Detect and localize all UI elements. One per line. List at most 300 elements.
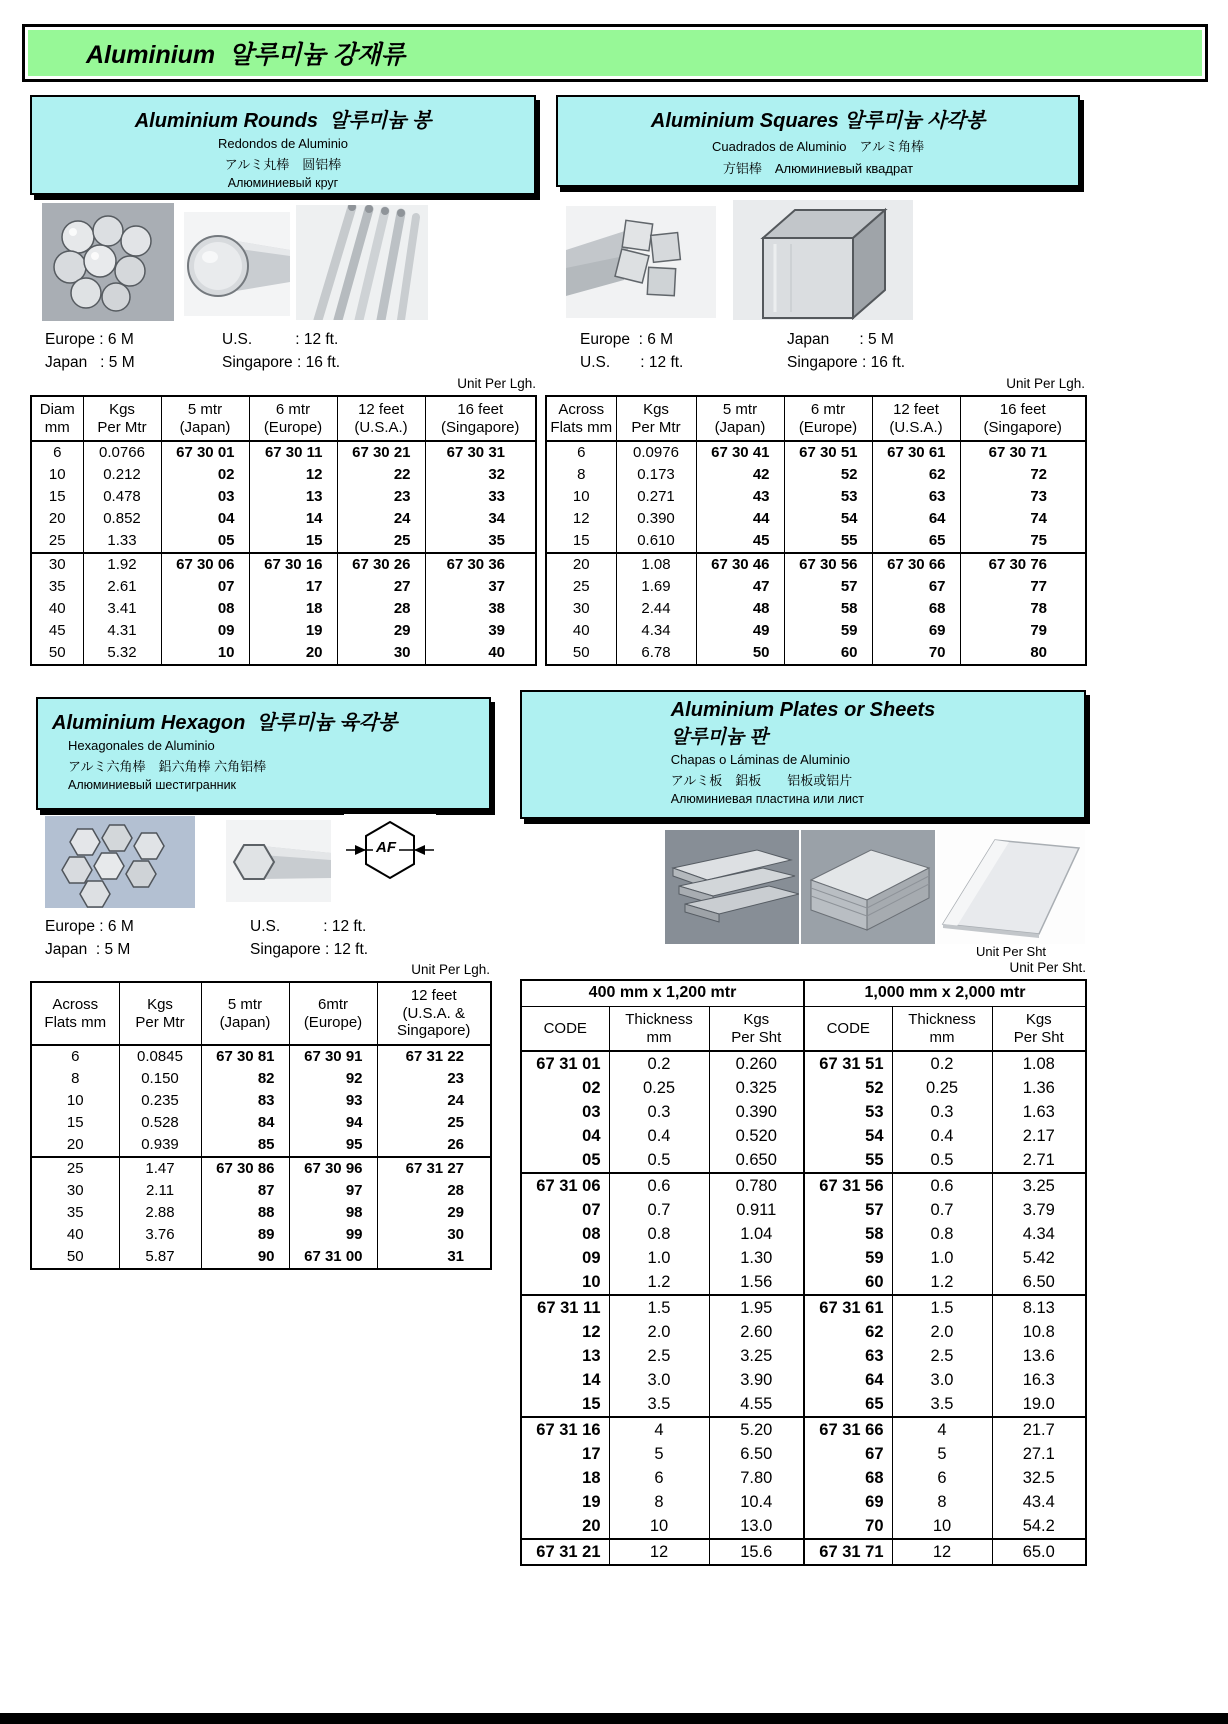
data-table — [545, 395, 1087, 666]
table-cell: 7.80 — [709, 1466, 804, 1490]
table-row — [31, 486, 536, 508]
table-cell: 83 — [201, 1090, 289, 1112]
table-cell: 67 30 41 — [696, 441, 784, 464]
table-cell: 82 — [201, 1068, 289, 1090]
table-row — [31, 576, 536, 598]
table-cell: 54.2 — [992, 1514, 1086, 1539]
table-cell: 30 — [572, 600, 590, 618]
plates-subtitle-spanish: Chapas o Láminas de Aluminio — [670, 752, 850, 767]
table-cell: 53 — [804, 1100, 892, 1124]
table-cell: 67 30 51 — [784, 441, 872, 464]
hexagon-bar-photo — [226, 820, 331, 902]
page-header — [22, 24, 1208, 82]
table-cell: 6.50 — [992, 1270, 1086, 1295]
table-row — [31, 530, 536, 553]
table-cell: 67 30 11 — [249, 441, 337, 464]
table-cell: 3.25 — [709, 1344, 804, 1368]
table-cell: 0.610 — [616, 530, 696, 553]
table-cell: 94 — [289, 1112, 377, 1134]
table-cell: 2.5 — [609, 1344, 709, 1368]
table-cell: 52 — [804, 1076, 892, 1100]
table-cell: 1.0 — [892, 1246, 992, 1270]
plates-header-text — [671, 699, 936, 806]
table-cell: 17 — [249, 576, 337, 598]
table-cell: 78 — [960, 598, 1086, 620]
table-cell: 0.520 — [709, 1124, 804, 1148]
table-cell: 0.4 — [609, 1124, 709, 1148]
table-cell: 1.63 — [992, 1100, 1086, 1124]
table-cell: 03 — [161, 486, 249, 508]
plates-sheet-photo — [937, 830, 1085, 944]
table-row — [521, 1100, 1086, 1124]
data-table — [30, 981, 492, 1270]
table-cell: 10 — [66, 1092, 84, 1110]
table-cell: 35 — [66, 1204, 84, 1222]
table-cell: 15.6 — [709, 1539, 804, 1565]
page-header-green-bar — [28, 30, 1202, 76]
plates-photo-unit-note: Unit Per Sht — [975, 944, 1047, 959]
table-cell: 0.25 — [609, 1076, 709, 1100]
table-cell: 32.5 — [992, 1466, 1086, 1490]
rounds-unit-note: Unit Per Lgh. — [457, 376, 536, 391]
table-column-header: 5 mtr (Japan) — [696, 396, 784, 441]
table-row — [31, 1045, 491, 1068]
table-cell: 1.2 — [892, 1270, 992, 1295]
table-cell: 68 — [872, 598, 960, 620]
table-cell: 6 — [892, 1466, 992, 1490]
table-cell: 3.5 — [892, 1392, 992, 1417]
table-cell: 1.08 — [992, 1051, 1086, 1076]
table-cell: 20 — [546, 553, 616, 576]
table-row — [546, 576, 1086, 598]
length-singapore: Singapore : 16 ft. — [222, 354, 341, 371]
table-cell: 18 — [582, 1469, 601, 1488]
table-column-header: 12 feet (U.S.A. & Singapore) — [377, 982, 491, 1045]
table-cell: 47 — [696, 576, 784, 598]
table-cell: 2.71 — [992, 1148, 1086, 1173]
table-cell: 43.4 — [992, 1490, 1086, 1514]
table-cell: 05 — [582, 1151, 601, 1170]
table-row — [521, 1173, 1086, 1198]
table-cell: 4.34 — [616, 620, 696, 642]
table-cell: 1.5 — [609, 1295, 709, 1320]
table-cell: 1.47 — [119, 1157, 201, 1180]
rounds-subtitle-russian: Алюминиевый круг — [227, 176, 339, 190]
table-cell: 55 — [804, 1148, 892, 1173]
table-cell: 09 — [161, 620, 249, 642]
table-column-header: 6 mtr (Europe) — [784, 396, 872, 441]
rounds-single-bar-photo — [184, 212, 290, 316]
table-cell: 0.852 — [83, 508, 161, 530]
table-cell: 0.271 — [616, 486, 696, 508]
table-row — [521, 1320, 1086, 1344]
table-cell: 48 — [696, 598, 784, 620]
table-cell: 38 — [425, 598, 536, 620]
table-cell: 40 — [66, 1226, 84, 1244]
table-cell: 20 — [66, 1136, 84, 1154]
table-row — [31, 1202, 491, 1224]
table-cell: 12 — [892, 1539, 992, 1565]
table-cell: 0.3 — [609, 1100, 709, 1124]
table-cell: 50 — [696, 642, 784, 665]
table-row — [31, 553, 536, 576]
table-row — [521, 1222, 1086, 1246]
table-cell: 4.31 — [83, 620, 161, 642]
table-cell: 21.7 — [992, 1417, 1086, 1442]
table-column-header: CODE — [804, 1006, 892, 1051]
table-cell: 15 — [48, 488, 66, 506]
table-cell: 13.0 — [709, 1514, 804, 1539]
table-cell: 0.939 — [119, 1134, 201, 1157]
table-row — [31, 620, 536, 642]
table-cell: 67 31 66 — [804, 1417, 892, 1442]
table-row — [521, 1344, 1086, 1368]
table-cell: 60 — [804, 1270, 892, 1295]
table-cell: 87 — [201, 1180, 289, 1202]
table-cell: 39 — [425, 620, 536, 642]
table-cell: 0.3 — [892, 1100, 992, 1124]
table-cell: 67 30 81 — [201, 1045, 289, 1068]
table-cell: 67 30 16 — [249, 553, 337, 576]
table-cell: 67 31 56 — [804, 1173, 892, 1198]
plates-title-line2: 알루미늄 판 — [670, 727, 768, 748]
table-row — [521, 1490, 1086, 1514]
table-cell: 67 30 26 — [337, 553, 425, 576]
rounds-table — [30, 395, 537, 666]
table-row — [31, 1224, 491, 1246]
hexagon-table — [30, 981, 492, 1270]
table-cell: 57 — [804, 1198, 892, 1222]
squares-bundle-photo — [566, 206, 716, 318]
table-cell: 84 — [201, 1112, 289, 1134]
table-cell: 44 — [696, 508, 784, 530]
table-cell: 0.235 — [119, 1090, 201, 1112]
table-cell: 0.650 — [709, 1148, 804, 1173]
table-cell: 10.8 — [992, 1320, 1086, 1344]
plates-stack-photo — [665, 830, 799, 944]
table-cell: 25 — [337, 530, 425, 553]
table-cell: 67 — [804, 1442, 892, 1466]
table-cell: 13 — [249, 486, 337, 508]
table-cell: 08 — [582, 1225, 601, 1244]
table-cell: 30 — [31, 553, 83, 576]
table-column-header: 5 mtr (Japan) — [161, 396, 249, 441]
rounds-subtitle-cjk: アルミ丸棒 圆铝棒 — [224, 157, 342, 172]
table-cell: 3.41 — [83, 598, 161, 620]
table-cell: 3.5 — [609, 1392, 709, 1417]
length-row — [580, 351, 905, 374]
table-cell: 33 — [425, 486, 536, 508]
table-cell: 0.173 — [616, 464, 696, 486]
table-cell: 42 — [696, 464, 784, 486]
table-cell: 93 — [289, 1090, 377, 1112]
rounds-header-box — [30, 95, 536, 195]
hexagon-bundle-photo — [45, 816, 195, 908]
table-row — [521, 1466, 1086, 1490]
table-column-header: Thickness mm — [609, 1006, 709, 1051]
table-cell: 67 31 06 — [521, 1173, 609, 1198]
table-cell: 3.0 — [609, 1368, 709, 1392]
length-europe: Europe : 6 M — [45, 918, 134, 935]
table-cell: 60 — [784, 642, 872, 665]
table-cell: 67 31 22 — [377, 1045, 491, 1068]
table-cell: 4 — [892, 1417, 992, 1442]
table-row — [31, 441, 536, 464]
table-cell: 67 31 71 — [804, 1539, 892, 1565]
table-column-header: Diam mm — [31, 396, 83, 441]
table-row — [31, 1134, 491, 1157]
table-row — [546, 598, 1086, 620]
table-cell: 2.0 — [892, 1320, 992, 1344]
table-cell: 70 — [804, 1514, 892, 1539]
table-cell: 20 — [582, 1517, 601, 1536]
table-column-header: 5 mtr (Japan) — [201, 982, 289, 1045]
table-cell: 1.30 — [709, 1246, 804, 1270]
table-size-header: 1,000 mm x 2,000 mtr — [804, 980, 1086, 1006]
table-cell: 20 — [48, 510, 66, 528]
table-cell: 0.212 — [83, 464, 161, 486]
table-cell: 63 — [872, 486, 960, 508]
table-cell: 15 — [582, 1395, 601, 1414]
table-cell: 0.478 — [83, 486, 161, 508]
table-row — [521, 1076, 1086, 1100]
table-cell: 59 — [804, 1246, 892, 1270]
table-cell: 50 — [66, 1248, 84, 1266]
table-cell: 73 — [960, 486, 1086, 508]
table-column-header: CODE — [521, 1006, 609, 1051]
table-cell: 15 — [572, 532, 590, 550]
table-cell: 4 — [609, 1417, 709, 1442]
table-cell: 67 31 11 — [521, 1295, 609, 1320]
table-cell: 8 — [71, 1070, 80, 1088]
table-cell: 20 — [249, 642, 337, 665]
table-cell: 0.150 — [119, 1068, 201, 1090]
plates-unit-note: Unit Per Sht. — [1009, 960, 1086, 975]
table-cell: 19.0 — [992, 1392, 1086, 1417]
table-cell: 0.0766 — [83, 441, 161, 464]
table-cell: 19 — [249, 620, 337, 642]
table-cell: 1.08 — [616, 553, 696, 576]
table-row — [31, 1157, 491, 1180]
plates-header-box — [520, 690, 1086, 819]
table-row — [546, 464, 1086, 486]
table-column-header: Thickness mm — [892, 1006, 992, 1051]
table-cell: 12 — [249, 464, 337, 486]
table-cell: 25 — [572, 578, 590, 596]
table-cell: 10 — [161, 642, 249, 665]
table-cell: 04 — [582, 1127, 601, 1146]
table-cell: 8.13 — [992, 1295, 1086, 1320]
table-row — [31, 508, 536, 530]
table-cell: 63 — [804, 1344, 892, 1368]
table-cell: 92 — [289, 1068, 377, 1090]
table-cell: 67 30 31 — [425, 441, 536, 464]
table-cell: 0.6 — [892, 1173, 992, 1198]
length-europe: Europe : 6 M — [580, 331, 674, 348]
table-cell: 29 — [377, 1202, 491, 1224]
table-cell: 50 — [48, 644, 66, 662]
table-row — [521, 1148, 1086, 1173]
table-cell: 80 — [960, 642, 1086, 665]
table-size-header: 400 mm x 1,200 mtr — [521, 980, 804, 1006]
table-cell: 45 — [696, 530, 784, 553]
table-cell: 10.4 — [709, 1490, 804, 1514]
table-cell: 0.260 — [709, 1051, 804, 1076]
table-cell: 67 30 36 — [425, 553, 536, 576]
page-bottom-edge — [0, 1713, 1228, 1724]
length-singapore: Singapore : 12 ft. — [250, 941, 369, 958]
table-cell: 8 — [577, 466, 586, 484]
table-cell: 14 — [249, 508, 337, 530]
table-cell: 04 — [161, 508, 249, 530]
table-cell: 8 — [892, 1490, 992, 1514]
table-cell: 3.79 — [992, 1198, 1086, 1222]
table-cell: 37 — [425, 576, 536, 598]
table-column-header: 16 feet (Singapore) — [960, 396, 1086, 441]
table-row — [546, 530, 1086, 553]
table-cell: 6 — [53, 444, 62, 462]
table-cell: 30 — [377, 1224, 491, 1246]
table-cell: 69 — [804, 1490, 892, 1514]
table-row — [521, 1392, 1086, 1417]
table-cell: 02 — [582, 1079, 601, 1098]
table-cell: 6 — [71, 1048, 80, 1066]
table-cell: 4.55 — [709, 1392, 804, 1417]
table-cell: 0.2 — [609, 1051, 709, 1076]
table-cell: 62 — [804, 1320, 892, 1344]
table-cell: 1.0 — [609, 1246, 709, 1270]
table-cell: 0.8 — [609, 1222, 709, 1246]
table-row — [31, 1112, 491, 1134]
length-row — [45, 938, 368, 961]
table-cell: 05 — [161, 530, 249, 553]
table-cell: 67 30 91 — [289, 1045, 377, 1068]
table-cell: 34 — [425, 508, 536, 530]
table-cell: 0.2 — [892, 1051, 992, 1076]
page-title: Aluminium 알루미늄 강재류 — [86, 41, 406, 69]
table-cell: 59 — [784, 620, 872, 642]
table-cell: 40 — [48, 600, 66, 618]
length-row — [45, 328, 340, 351]
table-column-header: Across Flats mm — [31, 982, 119, 1045]
table-cell: 1.2 — [609, 1270, 709, 1295]
rounds-rods-photo — [296, 205, 428, 320]
table-row — [31, 1180, 491, 1202]
table-cell: 25 — [377, 1112, 491, 1134]
table-cell: 31 — [377, 1246, 491, 1269]
length-japan: Japan : 5 M — [45, 941, 131, 958]
length-us: U.S. : 12 ft. — [222, 331, 339, 348]
table-cell: 45 — [48, 622, 66, 640]
squares-header-box — [556, 95, 1080, 187]
data-table — [30, 395, 537, 666]
table-cell: 23 — [377, 1068, 491, 1090]
table-cell: 09 — [582, 1249, 601, 1268]
table-cell: 12 — [582, 1323, 601, 1342]
table-column-header: 16 feet (Singapore) — [425, 396, 536, 441]
table-row — [546, 508, 1086, 530]
rounds-standard-lengths — [45, 328, 340, 374]
table-cell: 8 — [609, 1490, 709, 1514]
plates-title-line1: Aluminium Plates or Sheets — [670, 699, 936, 721]
table-cell: 25 — [48, 532, 66, 550]
table-cell: 16.3 — [992, 1368, 1086, 1392]
table-cell: 10 — [609, 1514, 709, 1539]
table-cell: 88 — [201, 1202, 289, 1224]
length-us: U.S. : 12 ft. — [250, 918, 367, 935]
table-column-header: Kgs Per Mtr — [83, 396, 161, 441]
table-cell: 32 — [425, 464, 536, 486]
table-cell: 50 — [572, 644, 590, 662]
table-cell: 67 31 27 — [377, 1157, 491, 1180]
table-row — [521, 1514, 1086, 1539]
table-cell: 10 — [892, 1514, 992, 1539]
table-row — [546, 553, 1086, 576]
table-cell: 55 — [784, 530, 872, 553]
table-cell: 6.78 — [616, 642, 696, 665]
table-cell: 29 — [337, 620, 425, 642]
table-row — [521, 1198, 1086, 1222]
table-cell: 62 — [872, 464, 960, 486]
table-cell: 3.76 — [119, 1224, 201, 1246]
hexagon-subtitle-russian: Алюминиевый шестигранник — [68, 778, 237, 792]
table-cell: 67 31 21 — [521, 1539, 609, 1565]
table-column-header: 12 feet (U.S.A.) — [872, 396, 960, 441]
table-column-header: 6 mtr (Europe) — [249, 396, 337, 441]
table-cell: 1.36 — [992, 1076, 1086, 1100]
length-singapore: Singapore : 16 ft. — [787, 354, 906, 371]
table-row — [521, 1051, 1086, 1076]
table-row — [31, 598, 536, 620]
table-cell: 2.5 — [892, 1344, 992, 1368]
table-cell: 53 — [784, 486, 872, 508]
table-cell: 07 — [161, 576, 249, 598]
table-cell: 03 — [582, 1103, 601, 1122]
table-cell: 54 — [784, 508, 872, 530]
table-cell: 26 — [377, 1134, 491, 1157]
table-cell: 12 — [572, 510, 590, 528]
plates-corner-photo — [801, 830, 935, 944]
table-cell: 67 31 01 — [536, 1055, 601, 1074]
table-row — [521, 1368, 1086, 1392]
table-row — [546, 620, 1086, 642]
table-cell: 30 — [66, 1182, 84, 1200]
table-cell: 0.25 — [892, 1076, 992, 1100]
table-cell: 07 — [582, 1201, 601, 1220]
table-cell: 3.25 — [992, 1173, 1086, 1198]
table-cell: 0.7 — [609, 1198, 709, 1222]
hexagon-unit-note: Unit Per Lgh. — [411, 962, 490, 977]
table-cell: 67 31 00 — [289, 1246, 377, 1269]
table-cell: 5.42 — [992, 1246, 1086, 1270]
rounds-subtitle-spanish: Redondos de Aluminio — [217, 136, 349, 151]
table-column-header: Across Flats mm — [546, 396, 616, 441]
table-cell: 58 — [784, 598, 872, 620]
table-cell: 89 — [201, 1224, 289, 1246]
length-europe: Europe : 6 M — [45, 331, 134, 348]
length-us: U.S. : 12 ft. — [580, 354, 684, 371]
table-cell: 0.6 — [609, 1173, 709, 1198]
table-cell: 69 — [872, 620, 960, 642]
table-cell: 25 — [31, 1157, 119, 1180]
table-cell: 2.88 — [119, 1202, 201, 1224]
table-cell: 15 — [66, 1114, 84, 1132]
table-cell: 75 — [960, 530, 1086, 553]
table-cell: 2.11 — [119, 1180, 201, 1202]
table-cell: 0.7 — [892, 1198, 992, 1222]
table-cell: 67 30 96 — [289, 1157, 377, 1180]
table-cell: 0.390 — [616, 508, 696, 530]
